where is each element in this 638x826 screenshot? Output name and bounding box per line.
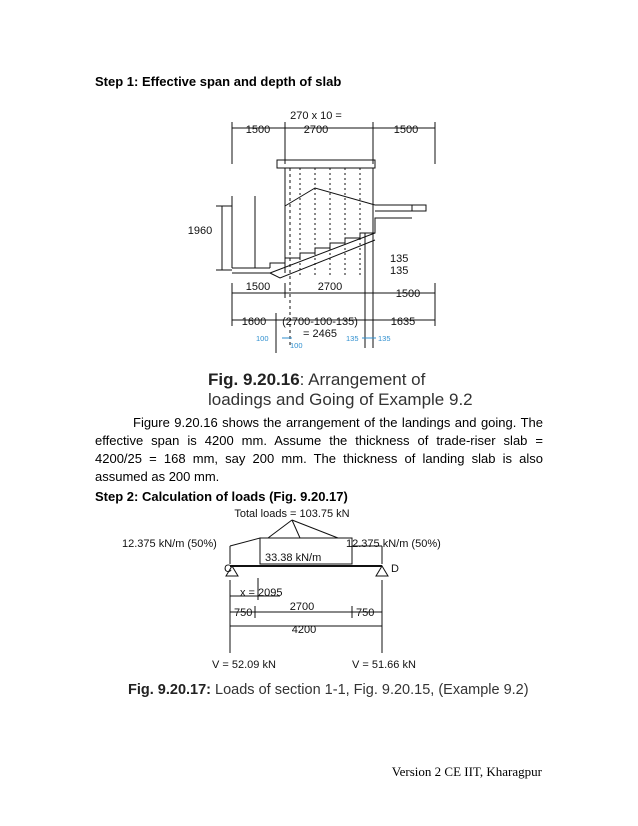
top-expression: 270 x 10 = [290,110,342,122]
caption1-line2: loadings and Going of Example 9.2 [208,390,473,409]
left-load: 12.375 kN/m (50%) [122,538,217,550]
caption1-label: Fig. 9.20.16 [208,370,300,389]
top-1500-right: 1500 [393,124,419,136]
figure-9-20-17 [120,508,460,673]
figure-9-20-16-caption [208,370,473,410]
body-paragraph: Figure 9.20.16 shows the arrangement of the landings and going. The effective span is 4200 mm. Assume the thickness of trade-riser slab = 4200/25 = 168 mm, say 200 mm. The thickness of landing slab is also assumed as 200 mm. [95,415,543,484]
step-1-heading: Step 1: Effective span and depth of slab [95,74,342,89]
caption2-label: Fig. 9.20.17: [128,682,212,698]
dim-135-a: 135 [390,253,409,265]
figure-9-20-17-caption [128,682,529,698]
span-1635: 1635 [390,316,416,328]
support-d: D [391,563,399,575]
load-diagram [120,508,460,673]
blue-135-b: 135 [378,334,391,343]
dim-4200: 4200 [291,624,317,636]
dim-2700: 2700 [289,601,315,613]
support-c: C [224,563,232,575]
bottom-1500-right: 1500 [395,288,421,300]
dim-135-b: 135 [390,265,409,277]
reaction-c: V = 52.09 kN [212,659,276,671]
right-load: 12.375 kN/m (50%) [346,538,441,550]
blue-100-b: 100 [290,341,303,350]
step-2-heading: Step 2: Calculation of loads (Fig. 9.20.17) [95,489,348,504]
dim-750-left: 750 [234,607,253,619]
page-footer: Version 2 CE IIT, Kharagpur [391,764,542,779]
stair-diagram [150,108,480,368]
span-1600: 1600 [241,316,267,328]
figure-9-20-16 [150,108,480,368]
blue-100-a: 100 [256,334,269,343]
x-label: x = 2095 [240,587,283,599]
span-2465: = 2465 [303,328,337,340]
top-1500-left: 1500 [245,124,271,136]
height-1960: 1960 [187,225,213,237]
caption1-text: : Arrangement of [299,370,426,389]
blue-135-a: 135 [346,334,359,343]
total-loads: Total loads = 103.75 kN [234,508,350,520]
span-expression: (2700-100-135) [282,316,358,328]
caption2-text: Loads of section 1-1, Fig. 9.20.15, (Example 9.2) [211,682,529,698]
mid-load: 33.38 kN/m [265,552,322,564]
top-2700: 2700 [303,124,329,136]
bottom-1500-left: 1500 [245,281,271,293]
reaction-d: V = 51.66 kN [352,659,416,671]
bottom-2700: 2700 [317,281,343,293]
dim-750-right: 750 [356,607,375,619]
